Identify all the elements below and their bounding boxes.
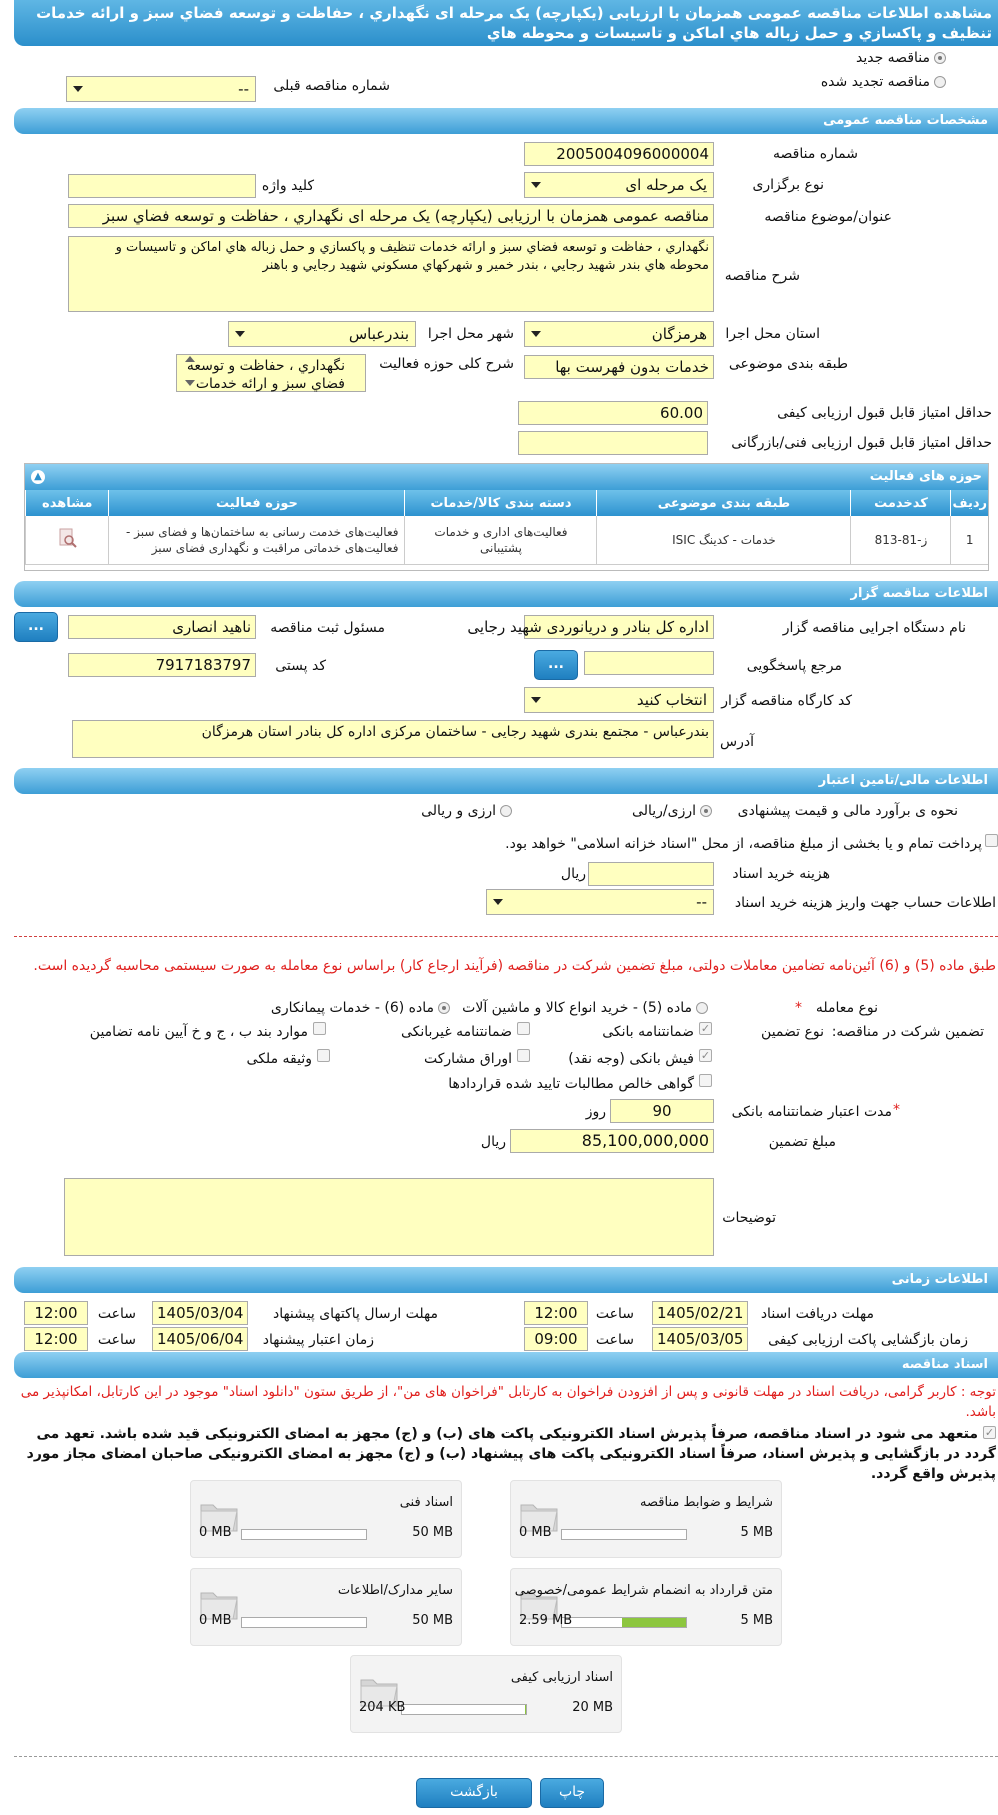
bank-guarantee-label: ضمانتنامه بانکی	[602, 1024, 694, 1040]
upload-progress-fill	[525, 1705, 526, 1714]
chevron-down-icon	[493, 899, 503, 905]
address-field[interactable]: بندرعباس - مجتمع بندری شهید رجایی - ساختمان مرکزی اداره کل بنادر استان هرمزگان	[72, 720, 714, 758]
offer-validity-date-field[interactable]: 1405/06/04	[152, 1327, 248, 1351]
subject-field[interactable]: مناقصه عمومی همزمان با ارزیابی (یکپارچه) یک مرحله ای نگهداري ، حفاظت و توسعه فضاي سبز	[68, 204, 714, 228]
validity-unit: روز	[585, 1104, 606, 1120]
currency-and-rial-radio[interactable]	[500, 805, 512, 817]
document-current-size: 0 MB	[199, 1613, 232, 1628]
document-max-size: 50 MB	[412, 1613, 453, 1628]
upload-progress-bar	[561, 1617, 687, 1628]
account-select[interactable]: --	[486, 889, 714, 915]
document-card[interactable]	[510, 1480, 782, 1558]
chevron-down-icon	[235, 331, 245, 337]
reference-field[interactable]	[584, 651, 714, 675]
description-label: شرح مناقصه	[724, 268, 800, 284]
view-document-icon[interactable]	[56, 527, 78, 549]
commit-checkbox[interactable]: ✓	[984, 1426, 995, 1439]
claims-label: گواهی خالص مطالبات تایید شده قراردادها	[448, 1076, 694, 1092]
col-category: طبقه بندی موضوعی	[597, 490, 851, 516]
province-select[interactable]: هرمزگان	[524, 321, 714, 347]
document-max-size: 5 MB	[740, 1525, 773, 1540]
upload-progress-bar	[241, 1529, 367, 1540]
activity-list[interactable]: نگهداري ، حفاظت و توسعه فضاي سبز و ارائه خدمات	[176, 354, 366, 392]
col-row: ردیف	[951, 490, 988, 516]
address-label: آدرس	[720, 734, 754, 750]
document-title: شرایط و ضوابط مناقصه	[640, 1495, 773, 1510]
deal-article5-radio[interactable]	[696, 1002, 708, 1014]
page-title: مشاهده اطلاعات مناقصه عمومی همزمان با ارزیابی (یکپارچه) یک مرحله ای نگهداري ، حفاظت و توسعه فضاي سبز و ارائه خدمات تنظيف و پاكسازي و حمل زباله هاي اماكن و تاسيسات و محوطه هاي	[14, 0, 998, 46]
description-field[interactable]: نگهداري ، حفاظت و توسعه فضاي سبز و ارائه خدمات تنظيف و پاكسازي و حمل زباله هاي اماكن و تاسيسات و محوطه هاي بندر شهيد رجايي ، بندر خمير و شهركهاي مسكوني شهيد رجايي و باهنر	[68, 236, 714, 312]
col-view: مشاهده	[26, 490, 109, 516]
document-title: سایر مدارک/اطلاعات	[337, 1583, 453, 1598]
offer-validity-label: زمان اعتبار پیشنهاد	[262, 1332, 374, 1348]
chevron-down-icon	[531, 697, 541, 703]
upload-progress-bar	[241, 1617, 367, 1628]
nonbank-guarantee-checkbox[interactable]	[517, 1022, 530, 1035]
col-field: حوزه فعالیت	[109, 490, 405, 516]
bank-guarantee-checkbox[interactable]: ✓	[700, 1022, 711, 1035]
property-checkbox[interactable]	[317, 1049, 330, 1062]
receive-time-field[interactable]: 12:00	[524, 1301, 588, 1325]
bank-receipt-label: فیش بانکی (وجه نقد)	[568, 1051, 694, 1067]
tender-number-field[interactable]: 2005004096000004	[524, 142, 714, 166]
cell-group: فعالیت‌های اداری و خدمات پشتیبانی	[405, 516, 597, 564]
document-current-size: 2.59 MB	[519, 1613, 573, 1628]
print-button[interactable]: چاپ	[540, 1778, 604, 1808]
document-title: اسناد ارزیابی کیفی	[510, 1670, 613, 1685]
upload-progress-bar	[561, 1529, 687, 1540]
documents-section-header: اسناد مناقصه	[14, 1352, 998, 1378]
document-current-size: 0 MB	[199, 1525, 232, 1540]
holding-type-select[interactable]: یک مرحله ای	[524, 172, 714, 198]
doc-cost-label: هزینه خرید اسناد	[732, 866, 830, 882]
send-time-label: ساعت	[97, 1306, 136, 1322]
prev-number-label: شماره مناقصه قبلی	[273, 78, 390, 94]
treasury-text: پرداخت تمام و یا بخشی از مبلغ مناقصه، از محل "اسناد خزانه اسلامی" خواهد بود.	[505, 836, 982, 852]
document-current-size: 0 MB	[519, 1525, 552, 1540]
notes-field[interactable]	[64, 1178, 714, 1256]
deal-article6-radio[interactable]	[438, 1002, 450, 1014]
reference-label: مرجع پاسخگویی	[746, 658, 842, 674]
open-time-field[interactable]: 09:00	[524, 1327, 588, 1351]
activity-label: شرح کلی حوزه فعالیت	[379, 356, 514, 372]
scroll-down-icon[interactable]	[185, 380, 195, 386]
items-label: موارد بند ب ، ج و خ آیین نامه تضامین	[89, 1024, 308, 1040]
amount-label: مبلغ تضمین	[768, 1134, 836, 1150]
org-field[interactable]: اداره کل بنادر و دریانوردی شهید رجایی	[524, 615, 714, 639]
table-row	[26, 516, 989, 564]
notes-label: توضیحات	[722, 1210, 776, 1226]
document-card[interactable]	[510, 1568, 782, 1646]
offer-validity-time-field[interactable]: 12:00	[24, 1327, 88, 1351]
category-field[interactable]: خدمات بدون فهرست بها	[524, 355, 714, 379]
new-tender-label: مناقصه جدید	[855, 50, 930, 66]
deal-article6-label: ماده (6) - خدمات پیمانکاری	[270, 1000, 434, 1016]
workshop-label: کد کارگاه مناقصه گزار	[721, 693, 852, 709]
province-label: استان محل اجرا	[725, 326, 820, 342]
city-select[interactable]: بندرعباس	[228, 321, 416, 347]
open-time-label: ساعت	[595, 1332, 634, 1348]
chevron-down-icon	[73, 86, 83, 92]
guarantee-notice: طبق ماده (5) و (6) آئین‌نامه تضامین معاملات دولتی، مبلغ تضمین شرکت در مناقصه (فرآیند ارجاع کار) براساس نوع معامله به صورت سیستمی محاسبه گردیده است.	[33, 958, 996, 974]
deal-type-label: نوع معامله	[815, 1000, 878, 1016]
upload-progress-bar	[401, 1704, 527, 1715]
cell-view[interactable]	[26, 516, 109, 564]
upload-progress-fill	[622, 1618, 686, 1627]
col-group: دسته بندی کالا/خدمات	[405, 490, 597, 516]
org-label: نام دستگاه اجرایی مناقصه گزار	[782, 620, 966, 636]
document-max-size: 5 MB	[740, 1613, 773, 1628]
validity-label: مدت اعتبار ضمانتنامه بانکی	[731, 1104, 892, 1120]
account-label: اطلاعات حساب جهت واریز هزینه خرید اسناد	[734, 895, 996, 911]
min-tech-field[interactable]	[518, 431, 708, 455]
document-max-size: 50 MB	[412, 1525, 453, 1540]
registrar-lookup-button[interactable]: ...	[14, 612, 58, 642]
documents-notice: توجه : کاربر گرامی، دریافت اسناد در مهلت قانونی و پس از افزودن فراخوان به کارتابل "فراخوان های من"، از طریق ستون "دانلود اسناد" موجود در این کارتابل، امکانپذیر می باشد.	[20, 1384, 996, 1420]
guarantee-kind-label: نوع تضمین	[761, 1024, 824, 1040]
document-card[interactable]	[190, 1568, 462, 1646]
postal-field[interactable]: 7917183797	[68, 653, 256, 677]
activities-title: حوزه های فعالیت	[869, 469, 982, 484]
receive-label: مهلت دریافت اسناد	[760, 1306, 874, 1322]
organizer-section-header: اطلاعات مناقصه گزار	[14, 581, 998, 607]
cell-code: ز-81-813	[851, 516, 951, 564]
required-star: *	[893, 1102, 900, 1118]
collapse-icon[interactable]: ▲	[31, 470, 45, 484]
col-code: کدخدمت	[851, 490, 951, 516]
bank-receipt-checkbox[interactable]: ✓	[700, 1049, 711, 1062]
cell-category: خدمات - کدینگ ISIC	[597, 516, 851, 564]
estimate-label: نحوه ی برآورد مالی و قیمت پیشنهادی	[737, 803, 958, 819]
renewed-tender-label: مناقصه تجدید شده	[820, 74, 930, 90]
back-button[interactable]: بازگشت	[416, 1778, 532, 1808]
divider	[14, 936, 998, 937]
tender-number-label: شماره مناقصه	[773, 146, 858, 162]
receive-date-field[interactable]: 1405/02/21	[652, 1301, 748, 1325]
footer-divider	[14, 1756, 998, 1757]
document-max-size: 20 MB	[572, 1700, 613, 1715]
document-title: متن قرارداد به انضمام شرایط عمومی/خصوصی	[514, 1583, 773, 1598]
treasury-checkbox[interactable]	[985, 834, 998, 847]
bonds-label: اوراق مشارکت	[423, 1051, 512, 1067]
open-label: زمان بازگشایی پاکت ارزیابی کیفی	[768, 1332, 968, 1348]
commit-text: متعهد می شود در اسناد مناقصه، صرفاً پذیرش اسناد الکترونیکی پاکت های (ب) و (ج) مجهز به امضای الکترونیکی قید شده باشد. تعهد می گردد در بازگشایی و پذیرش اسناد، صرفاً اسناد الکترونیکی پاکت های پیشنهاد (ب) و (ج) مجهز به امضای الکترونیکی صاحبان امضای مجاز مورد پذیرش واقع گردد.	[26, 1426, 996, 1482]
postal-label: کد پستی	[275, 658, 326, 674]
chevron-down-icon	[531, 331, 541, 337]
nonbank-guarantee-label: ضمانتنامه غیربانکی	[400, 1024, 512, 1040]
min-quality-field[interactable]: 60.00	[518, 401, 708, 425]
activities-panel	[24, 463, 989, 571]
activities-table	[25, 490, 988, 565]
scroll-up-icon[interactable]	[185, 356, 195, 362]
prev-number-select[interactable]: --	[66, 76, 256, 102]
required-star: *	[795, 1000, 802, 1016]
chevron-down-icon	[531, 182, 541, 188]
doc-cost-field[interactable]	[588, 862, 714, 886]
bonds-checkbox[interactable]	[517, 1049, 530, 1062]
document-card[interactable]	[350, 1655, 622, 1733]
min-quality-label: حداقل امتیاز قابل قبول ارزیابی کیفی	[777, 405, 992, 421]
property-label: وثیقه ملکی	[246, 1051, 312, 1067]
send-time-field[interactable]: 12:00	[24, 1301, 88, 1325]
workshop-select[interactable]: انتخاب کنید	[524, 687, 714, 713]
keyword-label: کلید واژه	[261, 178, 314, 194]
keyword-field[interactable]	[68, 174, 256, 198]
amount-unit: ریال	[480, 1134, 506, 1150]
send-label: مهلت ارسال پاکتهای پیشنهاد	[272, 1306, 438, 1322]
offer-validity-time-label: ساعت	[97, 1332, 136, 1348]
city-label: شهر محل اجرا	[427, 326, 514, 342]
claims-checkbox[interactable]	[699, 1074, 712, 1087]
items-checkbox[interactable]	[313, 1022, 326, 1035]
document-title: اسناد فنی	[399, 1495, 453, 1510]
document-card[interactable]	[190, 1480, 462, 1558]
rial-currency-radio[interactable]	[700, 805, 712, 817]
cell-field: فعالیت‌های خدمت رسانی به ساختمان‌ها و فضای سبز - فعالیت‌های خدماتی مراقبت و نگهداری فضای سبز	[109, 516, 405, 564]
currency-and-rial-label: ارزی و ریالی	[421, 803, 496, 819]
holding-type-label: نوع برگزاری	[752, 177, 824, 193]
validity-field[interactable]: 90	[610, 1099, 714, 1123]
general-section-header: مشخصات مناقصه عمومی	[14, 108, 998, 134]
reference-lookup-button[interactable]: ...	[534, 650, 578, 680]
subject-label: عنوان/موضوع مناقصه	[764, 209, 892, 225]
send-date-field[interactable]: 1405/03/04	[152, 1301, 248, 1325]
receive-time-label: ساعت	[595, 1306, 634, 1322]
timing-section-header: اطلاعات زمانی	[14, 1267, 998, 1293]
finance-section-header: اطلاعات مالی/تامین اعتبار	[14, 768, 998, 794]
amount-field[interactable]: 85,100,000,000	[510, 1129, 714, 1153]
new-tender-radio[interactable]	[934, 52, 946, 64]
participation-label: تضمین شرکت در مناقصه:	[831, 1024, 984, 1040]
category-label: طبقه بندی موضوعی	[728, 356, 848, 372]
open-date-field[interactable]: 1405/03/05	[652, 1327, 748, 1351]
deal-article5-label: ماده (5) - خرید انواع کالا و ماشین آلات	[462, 1000, 692, 1016]
rial-currency-label: ارزی/ریالی	[632, 803, 696, 819]
min-tech-label: حداقل امتیاز قابل قبول ارزیابی فنی/بازرگانی	[731, 435, 992, 451]
document-current-size: 204 KB	[359, 1700, 406, 1715]
cell-row: 1	[951, 516, 988, 564]
registrar-label: مسئول ثبت مناقصه	[270, 620, 385, 636]
registrar-field[interactable]: ناهید انصاری	[68, 615, 256, 639]
doc-cost-unit: ریال	[560, 866, 586, 882]
renewed-tender-radio[interactable]	[934, 76, 946, 88]
